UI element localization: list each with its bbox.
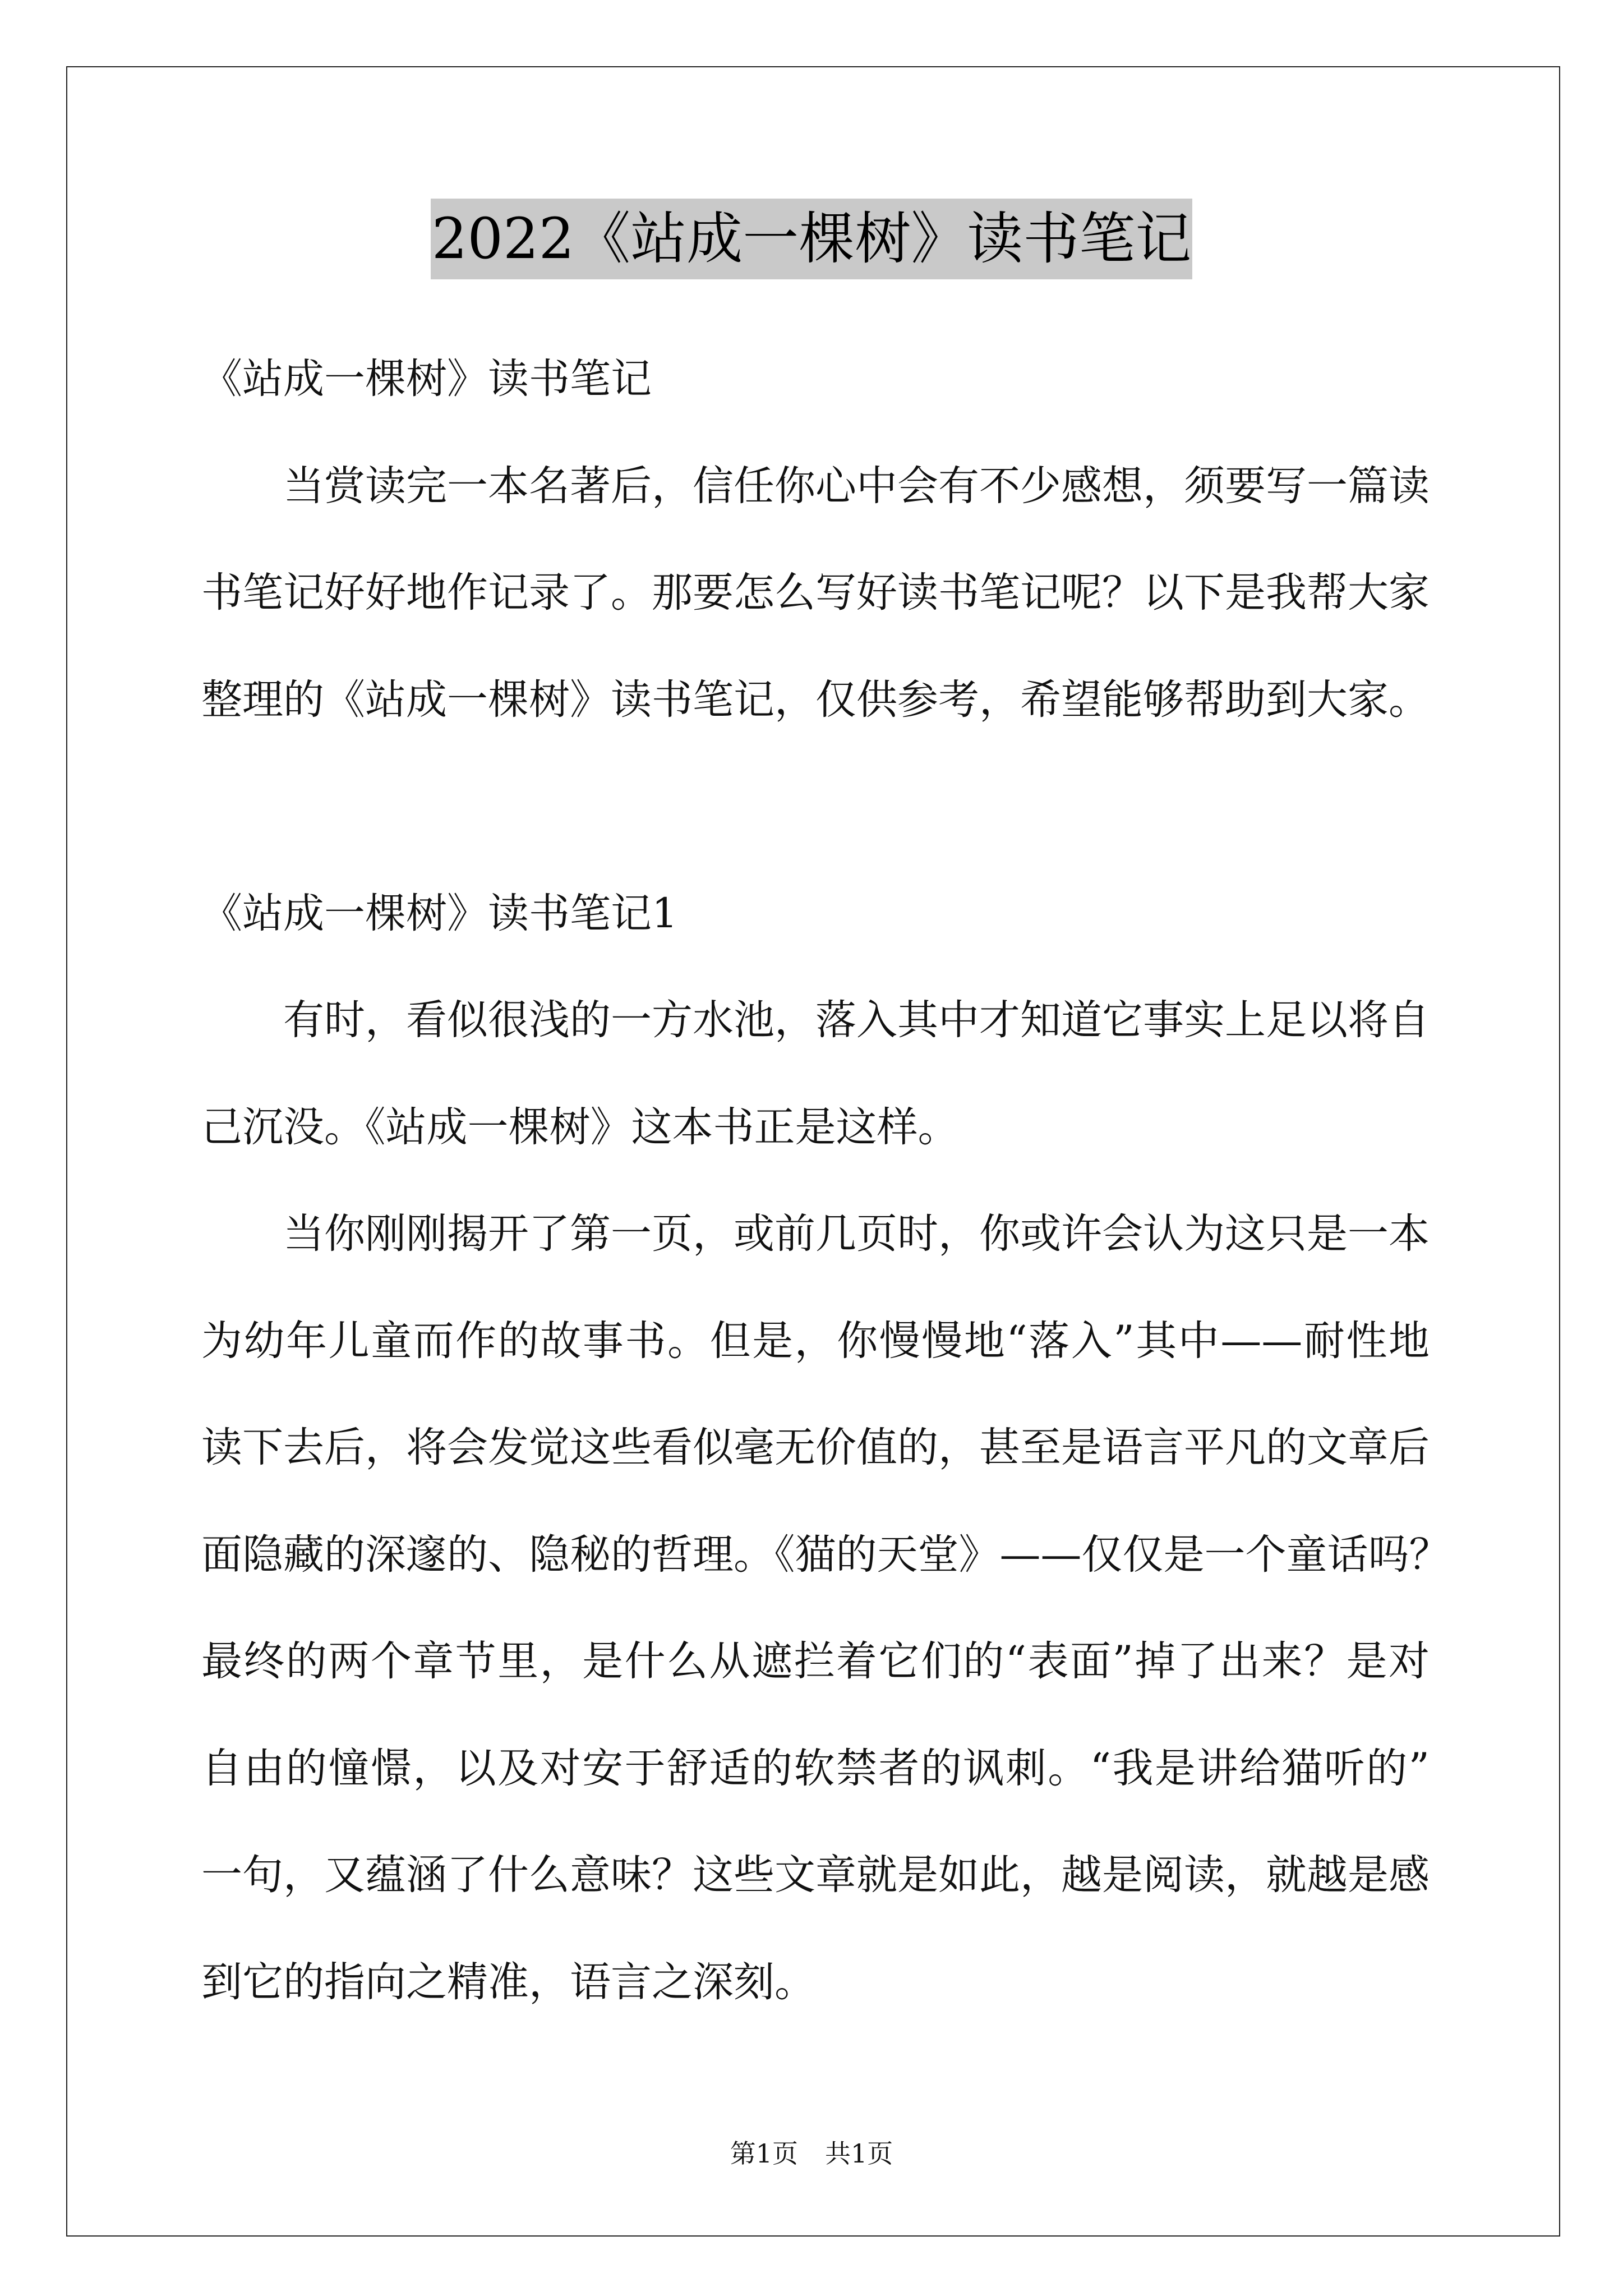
paragraph-line: 为幼年儿童而作的故事书。但是，你慢慢地“落入”其中——耐性地 [201,1317,1430,1365]
paragraph-line: 书笔记好好地作记录了。那要怎么写好读书笔记呢？以下是我帮大家 [201,569,1430,616]
document-body [201,326,1450,2036]
paragraph-line: 自由的憧憬，以及对安于舒适的软禁者的讽刺。“我是讲给猫听的” [201,1744,1430,1792]
page-footer [0,2137,1623,2170]
current-page-label: 第1页 [730,2138,798,2169]
paragraph-line: 读下去后，将会发觉这些看似毫无价值的，甚至是语言平凡的文章后 [201,1424,1430,1471]
section-heading: 《站成一棵树》读书笔记1 [201,889,678,937]
total-pages-label: 共1页 [825,2138,893,2169]
paragraph-line: 己沉没。《站成一棵树》这本书正是这样。 [201,1103,959,1151]
section-heading: 《站成一棵树》读书笔记 [201,355,652,403]
document-title: 2022《站成一棵树》读书笔记 [431,199,1193,279]
paragraph-line: 到它的指向之精准，语言之深刻。 [201,1958,815,2006]
paragraph-line: 当赏读完一本名著后，信任你心中会有不少感想，须要写一篇读 [283,462,1430,510]
paragraph-line: 当你刚刚揭开了第一页，或前几页时，你或许会认为这只是一本 [283,1210,1430,1258]
paragraph-line: 整理的《站成一棵树》读书笔记，仅供参考，希望能够帮助到大家。 [201,675,1430,724]
paragraph-line: 一句，又蕴涵了什么意味？这些文章就是如此，越是阅读，就越是感 [201,1851,1430,1899]
title-container [0,199,1623,279]
paragraph-line: 有时，看似很浅的一方水池，落入其中才知道它事实上足以将自 [283,996,1430,1044]
paragraph-line: 面隐藏的深邃的、隐秘的哲理。《猫的天堂》——仅仅是一个童话吗？ [201,1530,1450,1579]
blank-line [201,753,1430,861]
paragraph-line: 最终的两个章节里，是什么从遮拦着它们的“表面”掉了出来？是对 [201,1637,1430,1685]
